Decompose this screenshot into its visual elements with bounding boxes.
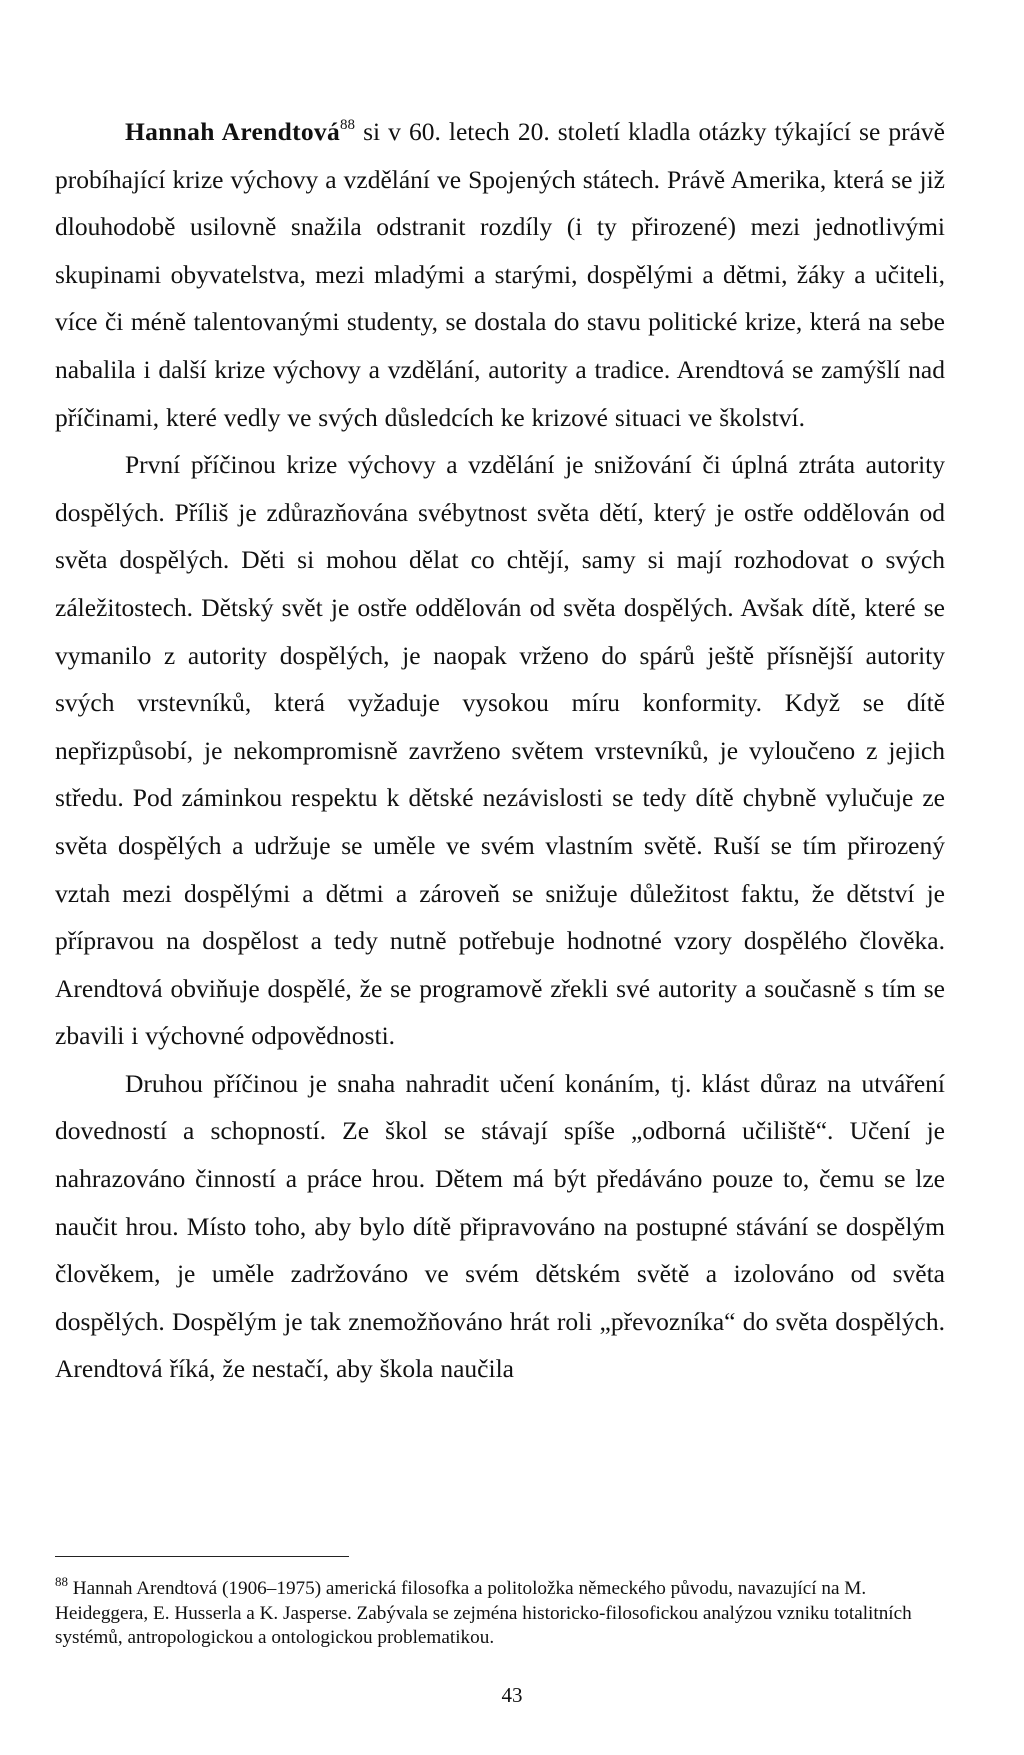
footnote-marker: 88 xyxy=(55,1574,68,1589)
paragraph-3: Druhou příčinou je snaha nahradit učení konáním, tj. klást důraz na utváření dovedností a schopností. Ze škol se stávají spíše „odborná učiliště“. Učení je nahrazováno činností a práce hrou. Dětem má být předáváno pouze to, čemu se lze naučit hrou. Místo toho, aby bylo dítě připravováno na postupné stávání se dospělým člověkem, je uměle zadržováno ve svém dětském světě a izolováno od světa dospělých. Dospělým je tak znemožňováno hrát roli „převozníka“ do světa dospělých. Arendtová říká, že nestačí, aby škola naučila xyxy=(55,1068,945,1384)
footnote-reference: 88 xyxy=(340,117,356,133)
paragraph-2: První příčinou krize výchovy a vzdělání je snižování či úplná ztráta autority dospělých. Příliš je zdůrazňována svébytnost světa dětí, který je ostře oddělován od světa dospělých. Děti si mohou dělat co chtějí, samy si mají rozhodovat o svých záležitostech. Dětský svět je ostře oddělován od světa dospělých. Avšak dítě, které se vymanilo z autority dospělých, je naopak vrženo do spárů ještě přísnější autority svých vrstevníků, která vyžaduje vysokou míru konformity. Když se dítě nepřizpůsobí, je nekompromisně zavrženo světem vrstevníků, je vyloučeno z jejich středu. Pod záminkou respektu k dětské nezávislosti se tedy dítě chybně vylučuje ze světa dospělých a udržuje se uměle ve svém vlastním světě. Ruší se tím přirozený vztah mezi dospělými a dětmi a zároveň se snižuje důležitost faktu, že dětství je přípravou na dospělost a tedy nutně potřebuje hodnotné vzory dospělého člověka. Arendtová obviňuje dospělé, že se programově zřekli své autority a současně s tím se zbavili i výchovné odpovědnosti. xyxy=(55,450,945,1051)
page-number: 43 xyxy=(501,1683,523,1707)
footnote-text: Hannah Arendtová (1906–1975) americká filosofka a politoložka německého původu, navazující na M. Heideggera, E. Husserla a K. Jasperse. Zabývala se zejména historicko-filosofickou analýzou vzniku totalitních systémů, antropologickou a ontologickou problematikou. xyxy=(55,1578,912,1648)
author-name: Hannah Arendtová xyxy=(125,117,341,146)
footnote xyxy=(55,1574,945,1651)
footnote-separator xyxy=(55,1556,349,1557)
page-body xyxy=(55,108,945,1393)
paragraph-1-text: si v 60. letech 20. století kladla otázky týkající se právě probíhající krize výchovy a vzdělání ve Spojených státech. Právě Amerika, která se již dlouhodobě usilovně snažila odstranit rozdíly (i ty přirozené) mezi jednotlivými skupinami obyvatelstva, mezi mladými a starými, dospělými a dětmi, žáky a učiteli, více či méně talentovanými studenty, se dostala do stavu politické krize, která na sebe nabalila i další krize výchovy a vzdělání, autority a tradice. Arendtová se zamýšlí nad příčinami, které vedly ve svých důsledcích ke krizové situaci ve školství. xyxy=(55,117,945,432)
paragraph-1 xyxy=(55,108,945,441)
